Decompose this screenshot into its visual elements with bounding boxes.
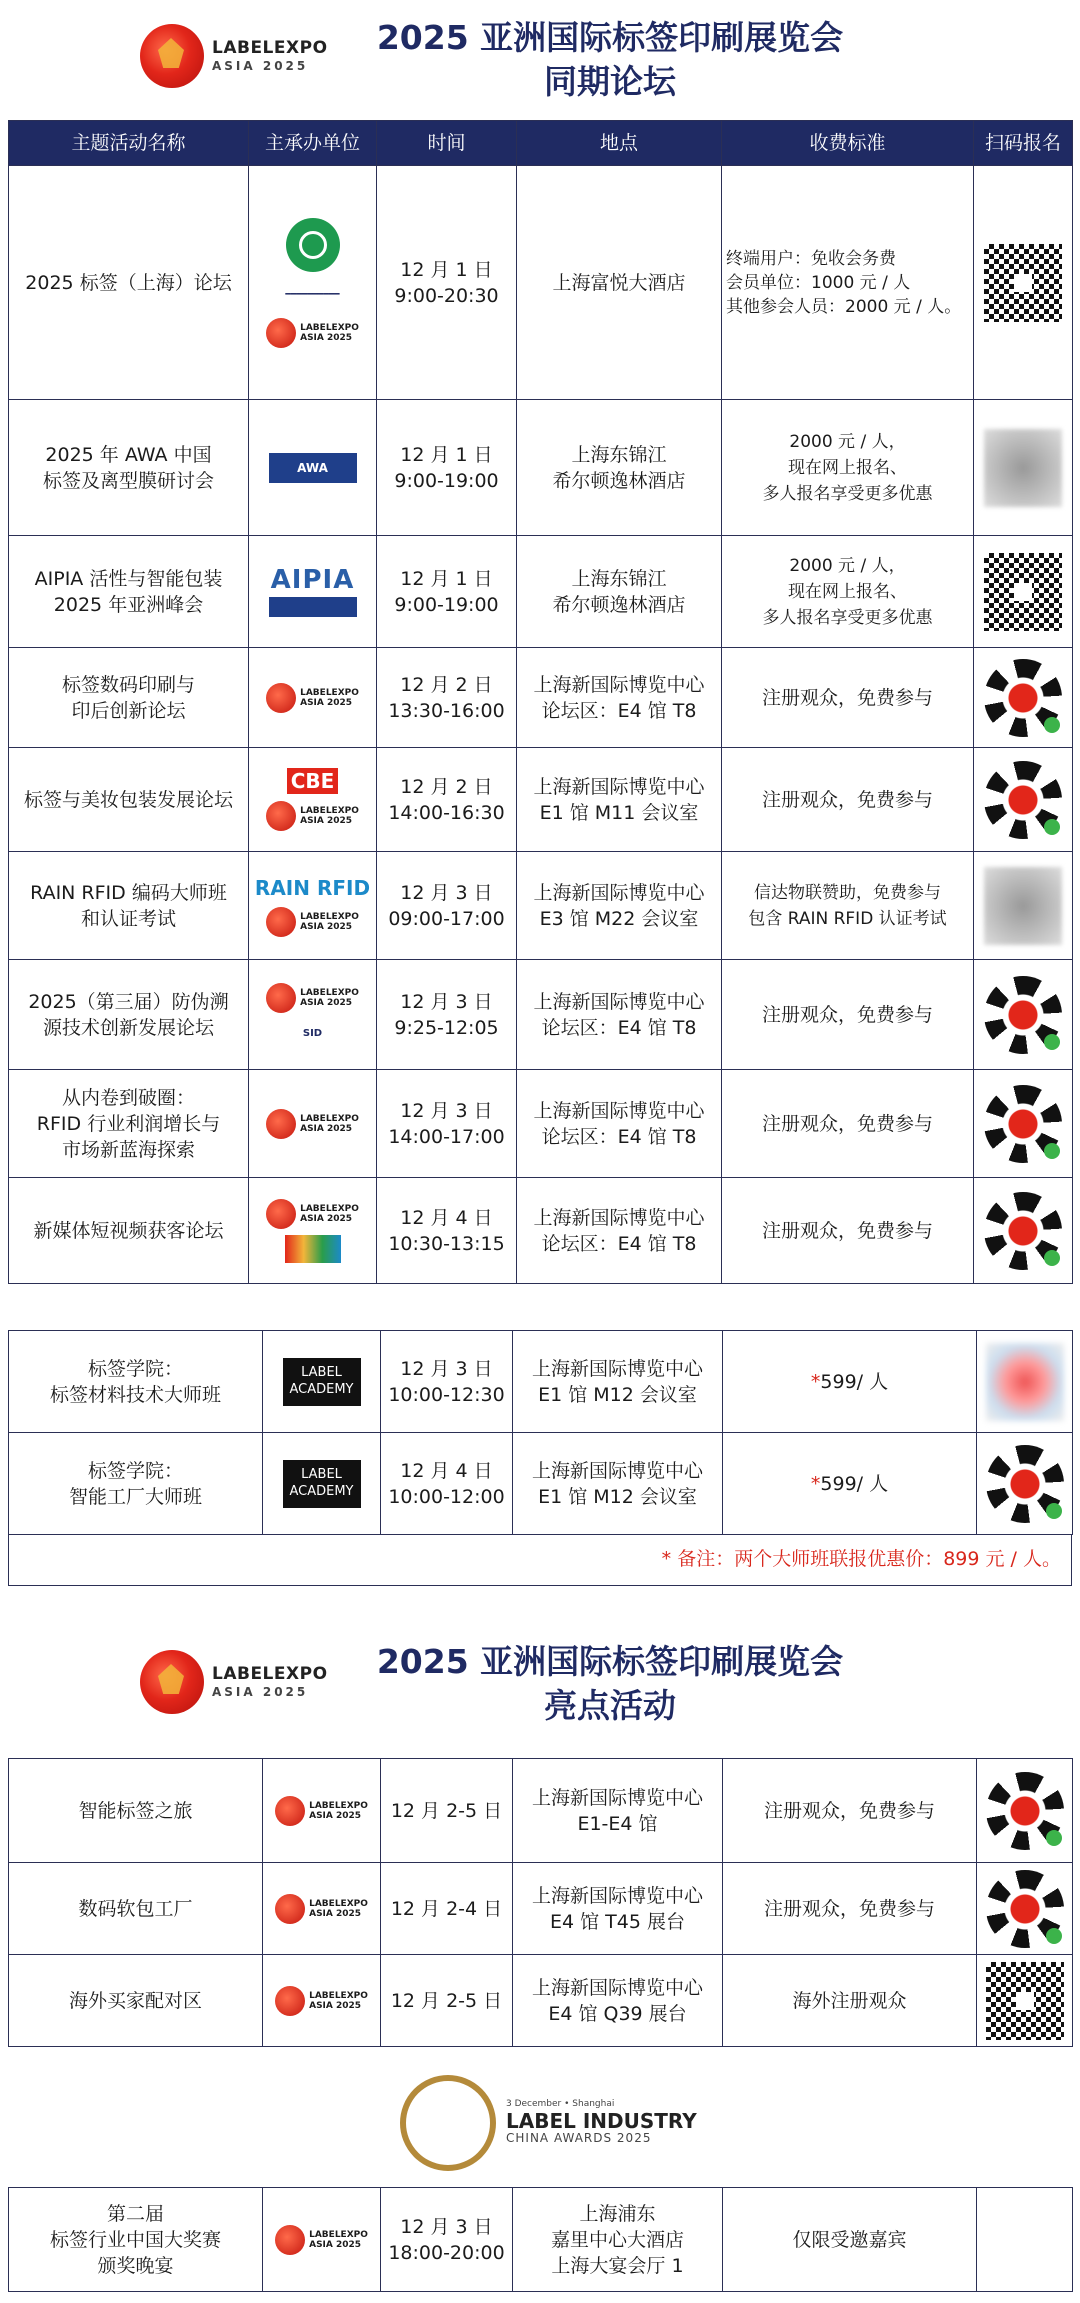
labelexpo-logo: [140, 24, 328, 88]
academy-time: 12 月 3 日 10:00-12:30: [381, 1331, 513, 1433]
labelexpo-mini-logo: LABELEXPO ASIA 2025: [267, 1894, 376, 1924]
brand-line2: ASIA 2025: [212, 1685, 309, 1699]
forum-time: 12 月 2 日 14:00-16:30: [377, 748, 517, 852]
qr-cell[interactable]: [974, 536, 1073, 648]
fee-star: *: [810, 1472, 821, 1495]
labelexpo-mini-logo: LABELEXPO ASIA 2025: [253, 1199, 372, 1229]
forum-place: 上海新国际博览中心 论坛区：E4 馆 T8: [517, 1178, 722, 1284]
fee-value: 599/ 人: [820, 1472, 889, 1495]
labelexpo-mini-logo: LABELEXPO ASIA 2025: [253, 318, 372, 348]
table-row: [9, 1178, 1073, 1284]
qr-cell[interactable]: [977, 1759, 1073, 1863]
awa-logo: AWA: [269, 453, 357, 483]
labelexpo-logo: [140, 1650, 328, 1714]
highlight-place: 上海新国际博览中心 E4 馆 Q39 展台: [513, 1955, 723, 2047]
qr-code-icon[interactable]: [986, 1343, 1064, 1421]
academy-fee: [723, 1433, 977, 1535]
organizer-logos: [263, 2188, 381, 2292]
gala-time: 12 月 3 日 18:00-20:00: [381, 2188, 513, 2292]
organizer-logos: [249, 748, 377, 852]
forum-fee: 注册观众，免费参与: [722, 1178, 974, 1284]
forum-name: 2025（第三届）防伪溯 源技术创新发展论坛: [9, 960, 249, 1070]
forum-name: AIPIA 活性与智能包装 2025 年亚洲峰会: [9, 536, 249, 648]
qr-code-icon[interactable]: [984, 867, 1062, 945]
organizer-logos: [249, 648, 377, 748]
qr-cell[interactable]: [977, 1331, 1073, 1433]
forum-time: 12 月 1 日 9:00-19:00: [377, 536, 517, 648]
organizer-logos: [249, 536, 377, 648]
organizer-logos: [263, 1955, 381, 2047]
highlight-fee: 注册观众，免费参与: [723, 1759, 977, 1863]
forum-time: 12 月 1 日 9:00-20:30: [377, 166, 517, 400]
academy-fee: [723, 1331, 977, 1433]
labelexpo-mini-logo: LABELEXPO ASIA 2025: [253, 1109, 372, 1139]
academy-place: 上海新国际博览中心 E1 馆 M12 会议室: [513, 1433, 723, 1535]
col-header: 地点: [517, 121, 722, 166]
labelexpo-mini-logo: LABELEXPO ASIA 2025: [253, 907, 372, 937]
table-row: [9, 1070, 1073, 1178]
table-row: [9, 400, 1073, 536]
qr-cell[interactable]: [974, 648, 1073, 748]
academy-table: [8, 1330, 1073, 1535]
highlight-place: 上海新国际博览中心 E4 馆 T45 展台: [513, 1863, 723, 1955]
table-row: [9, 748, 1073, 852]
table-header-row: [9, 121, 1073, 166]
table-row: [9, 1331, 1073, 1433]
qr-cell[interactable]: [974, 748, 1073, 852]
col-header: 主承办单位: [249, 121, 377, 166]
organizer-logos: [249, 1178, 377, 1284]
academy-logo-cell: [263, 1433, 381, 1535]
gala-name: 第二届 标签行业中国大奖赛 颁奖晚宴: [9, 2188, 263, 2292]
forum-place: 上海新国际博览中心 论坛区：E4 馆 T8: [517, 960, 722, 1070]
forum-time: 12 月 1 日 9:00-19:00: [377, 400, 517, 536]
gala-fee: 仅限受邀嘉宾: [723, 2188, 977, 2292]
forum-name: 2025 标签（上海）论坛: [9, 166, 249, 400]
qr-cell[interactable]: [974, 1070, 1073, 1178]
forum-place: 上海新国际博览中心 E3 馆 M22 会议室: [517, 852, 722, 960]
labelexpo-mini-logo: LABELEXPO ASIA 2025: [267, 1796, 376, 1826]
forum-fee: 注册观众，免费参与: [722, 1070, 974, 1178]
awards-ring-icon: [400, 2075, 496, 2171]
highlight-time: 12 月 2-4 日: [381, 1863, 513, 1955]
wechat-qr-icon[interactable]: [986, 1772, 1064, 1850]
forum-fee: 终端用户：免收会务费 会员单位：1000 元 / 人 其他参会人员：2000 元 / 人。: [722, 166, 974, 400]
forum-place: 上海富悦大酒店: [517, 166, 722, 400]
qr-cell[interactable]: [977, 1863, 1073, 1955]
title-line1: 2025 亚洲国际标签印刷展览会: [376, 18, 844, 57]
awards-logo: [400, 2075, 697, 2171]
forum-place: 上海新国际博览中心 论坛区：E4 馆 T8: [517, 1070, 722, 1178]
organizer-logos: [249, 1070, 377, 1178]
brand-line1: LABELEXPO: [212, 38, 328, 58]
brand-line1: LABELEXPO: [212, 1664, 328, 1684]
forum-fee: 信达物联赞助，免费参与 包含 RAIN RFID 认证考试: [722, 852, 974, 960]
qr-cell[interactable]: [974, 852, 1073, 960]
organizer-logos: [263, 1759, 381, 1863]
sid-logo: SID: [302, 1027, 323, 1039]
forum-name: 新媒体短视频获客论坛: [9, 1178, 249, 1284]
label-academy-logo: LABEL ACADEMY: [283, 1460, 361, 1508]
labelexpo-mini-logo: LABELEXPO ASIA 2025: [267, 1986, 376, 2016]
forum-fee: 注册观众，免费参与: [722, 960, 974, 1070]
labelexpo-mini-logo: LABELEXPO ASIA 2025: [253, 801, 372, 831]
labelexpo-mini-logo: LABELEXPO ASIA 2025: [253, 683, 372, 713]
wechat-qr-icon[interactable]: [984, 659, 1062, 737]
forum-name: 标签与美妆包装发展论坛: [9, 748, 249, 852]
table-row: [9, 960, 1073, 1070]
awards-line3: CHINA AWARDS 2025: [506, 2131, 652, 2146]
brand-line2: ASIA 2025: [212, 59, 309, 73]
qr-cell-empty: [977, 2188, 1073, 2292]
title-line2: 同期论坛: [544, 62, 676, 101]
header-forums: [0, 0, 1080, 120]
fee-value: 599/ 人: [820, 1370, 889, 1393]
rain-rfid-logo: RAIN RFID: [254, 875, 371, 900]
table-row: [9, 852, 1073, 960]
col-header: 主题活动名称: [9, 121, 249, 166]
col-header: 时间: [377, 121, 517, 166]
table-row: [9, 1863, 1073, 1955]
media-logo-icon: [285, 1235, 341, 1263]
forum-name: 标签数码印刷与 印后创新论坛: [9, 648, 249, 748]
table-row: [9, 648, 1073, 748]
labelexpo-mini-logo: LABELEXPO ASIA 2025: [253, 983, 372, 1013]
organizer-logos: [249, 852, 377, 960]
qr-code-icon[interactable]: [984, 553, 1062, 631]
awards-line1: 3 December • Shanghai: [506, 2099, 615, 2110]
highlight-time: 12 月 2-5 日: [381, 1955, 513, 2047]
qr-code-icon[interactable]: [986, 1962, 1064, 2040]
page-title: [330, 16, 890, 104]
qr-cell[interactable]: [977, 1433, 1073, 1535]
academy-place: 上海新国际博览中心 E1 馆 M12 会议室: [513, 1331, 723, 1433]
table-row: [9, 166, 1073, 400]
association-logo: [286, 218, 340, 272]
highlight-name: 海外买家配对区: [9, 1955, 263, 2047]
wechat-qr-icon[interactable]: [984, 1192, 1062, 1270]
wechat-qr-icon[interactable]: [986, 1445, 1064, 1523]
forum-place: 上海东锦江 希尔顿逸林酒店: [517, 536, 722, 648]
academy-name: 标签学院： 智能工厂大师班: [9, 1433, 263, 1535]
organizer-logos: [249, 166, 377, 400]
col-header: 收费标准: [722, 121, 974, 166]
organizer-logos: [249, 400, 377, 536]
qr-cell[interactable]: [974, 166, 1073, 400]
highlight-name: 数码软包工厂: [9, 1863, 263, 1955]
qr-code-icon[interactable]: [984, 429, 1062, 507]
forum-place: 上海新国际博览中心 论坛区：E4 馆 T8: [517, 648, 722, 748]
academy-time: 12 月 4 日 10:00-12:00: [381, 1433, 513, 1535]
forum-time: 12 月 3 日 09:00-17:00: [377, 852, 517, 960]
academy-logo-cell: [263, 1331, 381, 1433]
highlight-fee: 注册观众，免费参与: [723, 1863, 977, 1955]
forum-name: 2025 年 AWA 中国 标签及离型膜研讨会: [9, 400, 249, 536]
forum-fee: 2000 元 / 人， 现在网上报名、 多人报名享受更多优惠: [722, 536, 974, 648]
title-line1: 2025 亚洲国际标签印刷展览会: [376, 1642, 844, 1681]
qr-cell[interactable]: [974, 400, 1073, 536]
cpe-logo: ━━━━━━━━━━: [285, 289, 340, 300]
qr-cell[interactable]: [977, 1955, 1073, 2047]
wechat-qr-icon[interactable]: [984, 1085, 1062, 1163]
labelexpo-ball-icon: [140, 24, 204, 88]
qr-cell[interactable]: [974, 1178, 1073, 1284]
highlight-time: 12 月 2-5 日: [381, 1759, 513, 1863]
table-row: [9, 536, 1073, 648]
col-header: 扫码报名: [974, 121, 1073, 166]
forum-fee: 注册观众，免费参与: [722, 648, 974, 748]
highlight-fee: 海外注册观众: [723, 1955, 977, 2047]
qr-cell[interactable]: [974, 960, 1073, 1070]
aipia-sub-logo-icon: [269, 597, 357, 617]
forum-fee: 2000 元 / 人， 现在网上报名、 多人报名享受更多优惠: [722, 400, 974, 536]
academy-name: 标签学院： 标签材料技术大师班: [9, 1331, 263, 1433]
table-row: [9, 1759, 1073, 1863]
forum-time: 12 月 2 日 13:30-16:00: [377, 648, 517, 748]
highlight-name: 智能标签之旅: [9, 1759, 263, 1863]
forum-fee: 注册观众，免费参与: [722, 748, 974, 852]
labelexpo-ball-icon: [140, 1650, 204, 1714]
qr-code-icon[interactable]: [984, 244, 1062, 322]
gala-place: 上海浦东 嘉里中心大酒店 上海大宴会厅 1: [513, 2188, 723, 2292]
forum-time: 12 月 3 日 14:00-17:00: [377, 1070, 517, 1178]
organizer-logos: [249, 960, 377, 1070]
gala-table: [8, 2187, 1073, 2292]
labelexpo-mini-logo: LABELEXPO ASIA 2025: [267, 2225, 376, 2255]
forums-table: [8, 120, 1073, 1284]
forum-time: 12 月 3 日 9:25-12:05: [377, 960, 517, 1070]
highlights-table: [8, 1758, 1073, 2047]
forum-time: 12 月 4 日 10:30-13:15: [377, 1178, 517, 1284]
discount-note: * 备注：两个大师班联报优惠价：899 元 / 人。: [8, 1534, 1072, 1586]
cbe-logo: CBE: [287, 768, 339, 794]
table-row: [9, 2188, 1073, 2292]
forum-name: 从内卷到破圈： RFID 行业利润增长与 市场新蓝海探索: [9, 1070, 249, 1178]
awards-line2: LABEL INDUSTRY: [506, 2109, 697, 2134]
forum-name: RAIN RFID 编码大师班 和认证考试: [9, 852, 249, 960]
fee-star: *: [810, 1370, 821, 1393]
header-highlights: [0, 1630, 1080, 1740]
wechat-qr-icon[interactable]: [984, 976, 1062, 1054]
table-row: [9, 1433, 1073, 1535]
wechat-qr-icon[interactable]: [984, 761, 1062, 839]
wechat-qr-icon[interactable]: [986, 1870, 1064, 1948]
label-academy-logo: LABEL ACADEMY: [283, 1358, 361, 1406]
forum-place: 上海东锦江 希尔顿逸林酒店: [517, 400, 722, 536]
highlight-place: 上海新国际博览中心 E1-E4 馆: [513, 1759, 723, 1863]
aipia-logo: AIPIA: [270, 564, 355, 595]
forum-place: 上海新国际博览中心 E1 馆 M11 会议室: [517, 748, 722, 852]
organizer-logos: [263, 1863, 381, 1955]
title-line2: 亮点活动: [544, 1686, 676, 1725]
highlights-title: [330, 1640, 890, 1728]
table-row: [9, 1955, 1073, 2047]
